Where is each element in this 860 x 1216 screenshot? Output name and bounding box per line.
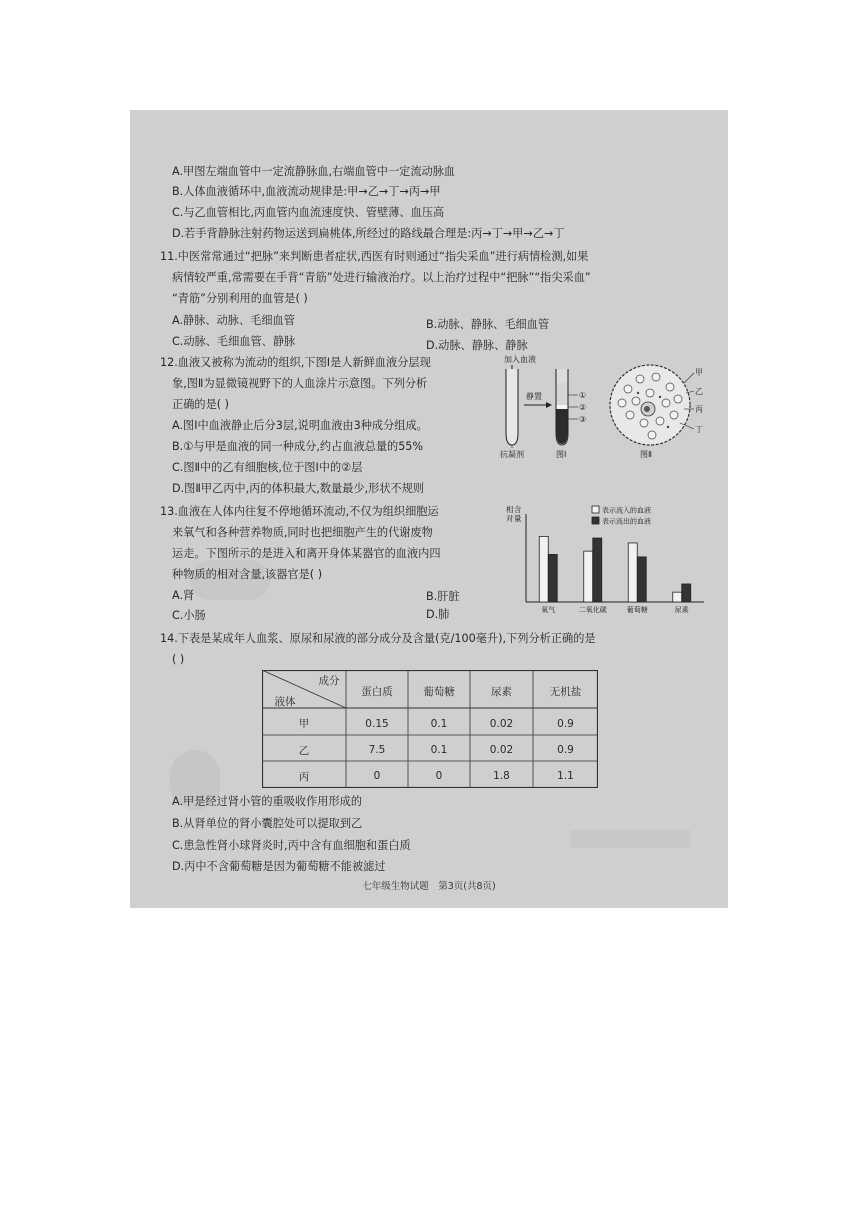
q12-option-a: A.图Ⅰ中血液静止后分3层,说明血液由3种成分组成。: [172, 419, 428, 432]
legend-label-0: 表示流入的血液: [602, 506, 651, 515]
blood-content-chart: [504, 502, 710, 620]
q11-line-3: “青筋”分别利用的血管是( ): [172, 292, 308, 305]
q14-option-b: B.从肾单位的肾小囊腔处可以提取到乙: [172, 817, 363, 830]
q10-option-b: B.人体血液循环中,血液流动规律是:甲→乙→丁→丙→甲: [172, 185, 441, 198]
q10-option-c: C.与乙血管相比,丙血管内血流速度快、管壁薄、血压高: [172, 206, 445, 219]
page-footer: 七年级生物试题 第3页(共8页): [362, 881, 496, 892]
row-bing-glucose: 0: [435, 770, 443, 782]
q14-option-a: A.甲是经过肾小管的重吸收作用形成的: [172, 795, 363, 808]
q12-line-2: 象,图Ⅱ为显微镜视野下的人血涂片示意图。下列分析: [172, 377, 428, 390]
bar-3-1: [682, 584, 691, 602]
fig1-label: 图Ⅰ: [556, 450, 567, 459]
row-jia-urea: 0.02: [489, 718, 514, 730]
q12-line-3: 正确的是( ): [172, 398, 230, 411]
bar-2-0: [628, 543, 637, 602]
q14-line-1: 14.下表是某成年人血浆、原尿和尿液的部分成分及含量(克/100毫升),下列分析正确的是: [160, 632, 596, 645]
layer-2-label: ②: [579, 403, 587, 412]
layer-red-cells: [557, 409, 568, 444]
q12-option-b: B.①与甲是血液的同一种成分,约占血液总量的55%: [172, 440, 424, 453]
row-yi-protein: 7.5: [368, 744, 386, 756]
stand-arrowhead: [546, 402, 552, 408]
row-jia-name: 甲: [298, 718, 310, 730]
table-corner-bottom: 液体: [274, 696, 296, 708]
ding-label: 丁: [695, 425, 703, 434]
q10-option-a: A.甲图左端血管中一定流静脉血,右端血管中一定流动脉血: [172, 165, 456, 178]
white-blood-cell-nucleus: [644, 406, 650, 412]
x-tick-label-0: 氧气: [541, 606, 556, 614]
header-urea: 尿素: [491, 686, 512, 698]
bar-0-1: [548, 554, 557, 602]
jia-label: 甲: [695, 368, 703, 377]
header-salts: 无机盐: [549, 686, 582, 698]
q13-line-2: 来氧气和各种营养物质,同时也把细胞产生的代谢废物: [172, 526, 433, 539]
header-protein: 蛋白质: [361, 686, 393, 698]
q14-line-2: ( ): [172, 653, 185, 666]
q11-option-b: B.动脉、静脉、毛细血管: [426, 318, 550, 331]
row-bing-urea: 1.8: [493, 770, 510, 782]
q13-line-1: 13.血液在人体内往复不停地循环流动,不仅为组织细胞运: [160, 505, 439, 518]
jia-pointer: [684, 373, 694, 383]
exam-page: [130, 110, 728, 908]
blood-figure: [498, 353, 706, 465]
row-yi-glucose: 0.1: [430, 744, 448, 756]
q11-line-1: 11.中医常常通过“把脉”来判断患者症状,西医有时则通过“指尖采血”进行病情检测,如果: [160, 250, 589, 263]
layer-buffy: [557, 405, 568, 409]
q14-option-d: D.丙中不含葡萄糖是因为葡萄糖不能被滤过: [172, 860, 386, 873]
q13-line-3: 运走。下图所示的是进入和离开身体某器官的血液内四: [172, 547, 441, 560]
q13-option-b: B.肝脏: [426, 590, 460, 603]
y-axis-label: 相对含量: [506, 505, 522, 523]
layer-plasma: [557, 383, 568, 405]
bar-1-1: [593, 538, 602, 602]
stand-label: 静置: [526, 392, 542, 401]
table-corner-top: 成分: [318, 675, 340, 687]
legend-swatch-1: [592, 517, 599, 524]
legend-swatch-0: [592, 506, 599, 513]
x-tick-label-2: 葡萄糖: [626, 606, 648, 614]
layer-1-label: ①: [579, 391, 587, 400]
row-yi-name: 乙: [298, 745, 310, 757]
q12-option-d: D.图Ⅱ甲乙丙中,丙的体积最大,数量最少,形状不规则: [172, 482, 425, 495]
x-tick-label-3: 尿素: [674, 606, 689, 614]
q10-option-d: D.若手背静脉注射药物运送到扁桃体,所经过的路线最合理是:丙→丁→甲→乙→丁: [172, 227, 565, 240]
q13-line-4: 种物质的相对含量,该器官是( ): [172, 568, 323, 581]
q13-option-c: C.小肠: [172, 609, 206, 622]
row-jia-protein: 0.15: [365, 718, 389, 730]
row-jia-glucose: 0.1: [430, 718, 448, 730]
add-blood-label: 加入血液: [504, 355, 536, 364]
yi-label: 乙: [695, 387, 703, 396]
row-bing-protein: 0: [373, 770, 381, 782]
q14-option-c: C.患急性肾小球肾炎时,丙中含有血细胞和蛋白质: [172, 839, 411, 852]
bar-3-0: [673, 592, 682, 602]
bar-2-1: [637, 557, 646, 602]
bing-label: 丙: [695, 405, 703, 414]
q11-option-c: C.动脉、毛细血管、静脉: [172, 335, 296, 348]
bar-1-0: [584, 551, 593, 602]
row-bing-name: 丙: [298, 771, 310, 783]
row-yi-urea: 0.02: [489, 744, 514, 756]
test-tube-1: [506, 369, 518, 445]
row-jia-salts: 0.9: [557, 718, 574, 730]
row-yi-salts: 0.9: [557, 744, 574, 756]
header-glucose: 葡萄糖: [423, 686, 455, 698]
x-tick-label-1: 二氧化碳: [578, 606, 607, 614]
anticoagulant-label: 抗凝剂: [500, 450, 524, 459]
bar-0-0: [539, 536, 548, 602]
q13-option-a: A.肾: [172, 589, 195, 602]
q12-option-c: C.图Ⅱ中的乙有细胞核,位于图Ⅰ中的②层: [172, 461, 363, 474]
q11-option-d: D.动脉、静脉、静脉: [426, 339, 528, 352]
layer-3-label: ③: [579, 415, 587, 424]
q11-line-2: 病情较严重,常需要在手背“青筋”处进行输液治疗。以上治疗过程中“把脉”“指尖采血”: [172, 271, 591, 284]
q12-line-1: 12.血液又被称为流动的组织,下图Ⅰ是人新鲜血液分层现: [160, 356, 431, 369]
q13-option-d: D.肺: [426, 608, 450, 621]
q11-option-a: A.静脉、动脉、毛细血管: [172, 314, 295, 327]
row-bing-salts: 1.1: [557, 770, 574, 782]
legend-label-1: 表示流出的血液: [602, 517, 651, 526]
fig2-label: 图Ⅱ: [640, 450, 652, 459]
